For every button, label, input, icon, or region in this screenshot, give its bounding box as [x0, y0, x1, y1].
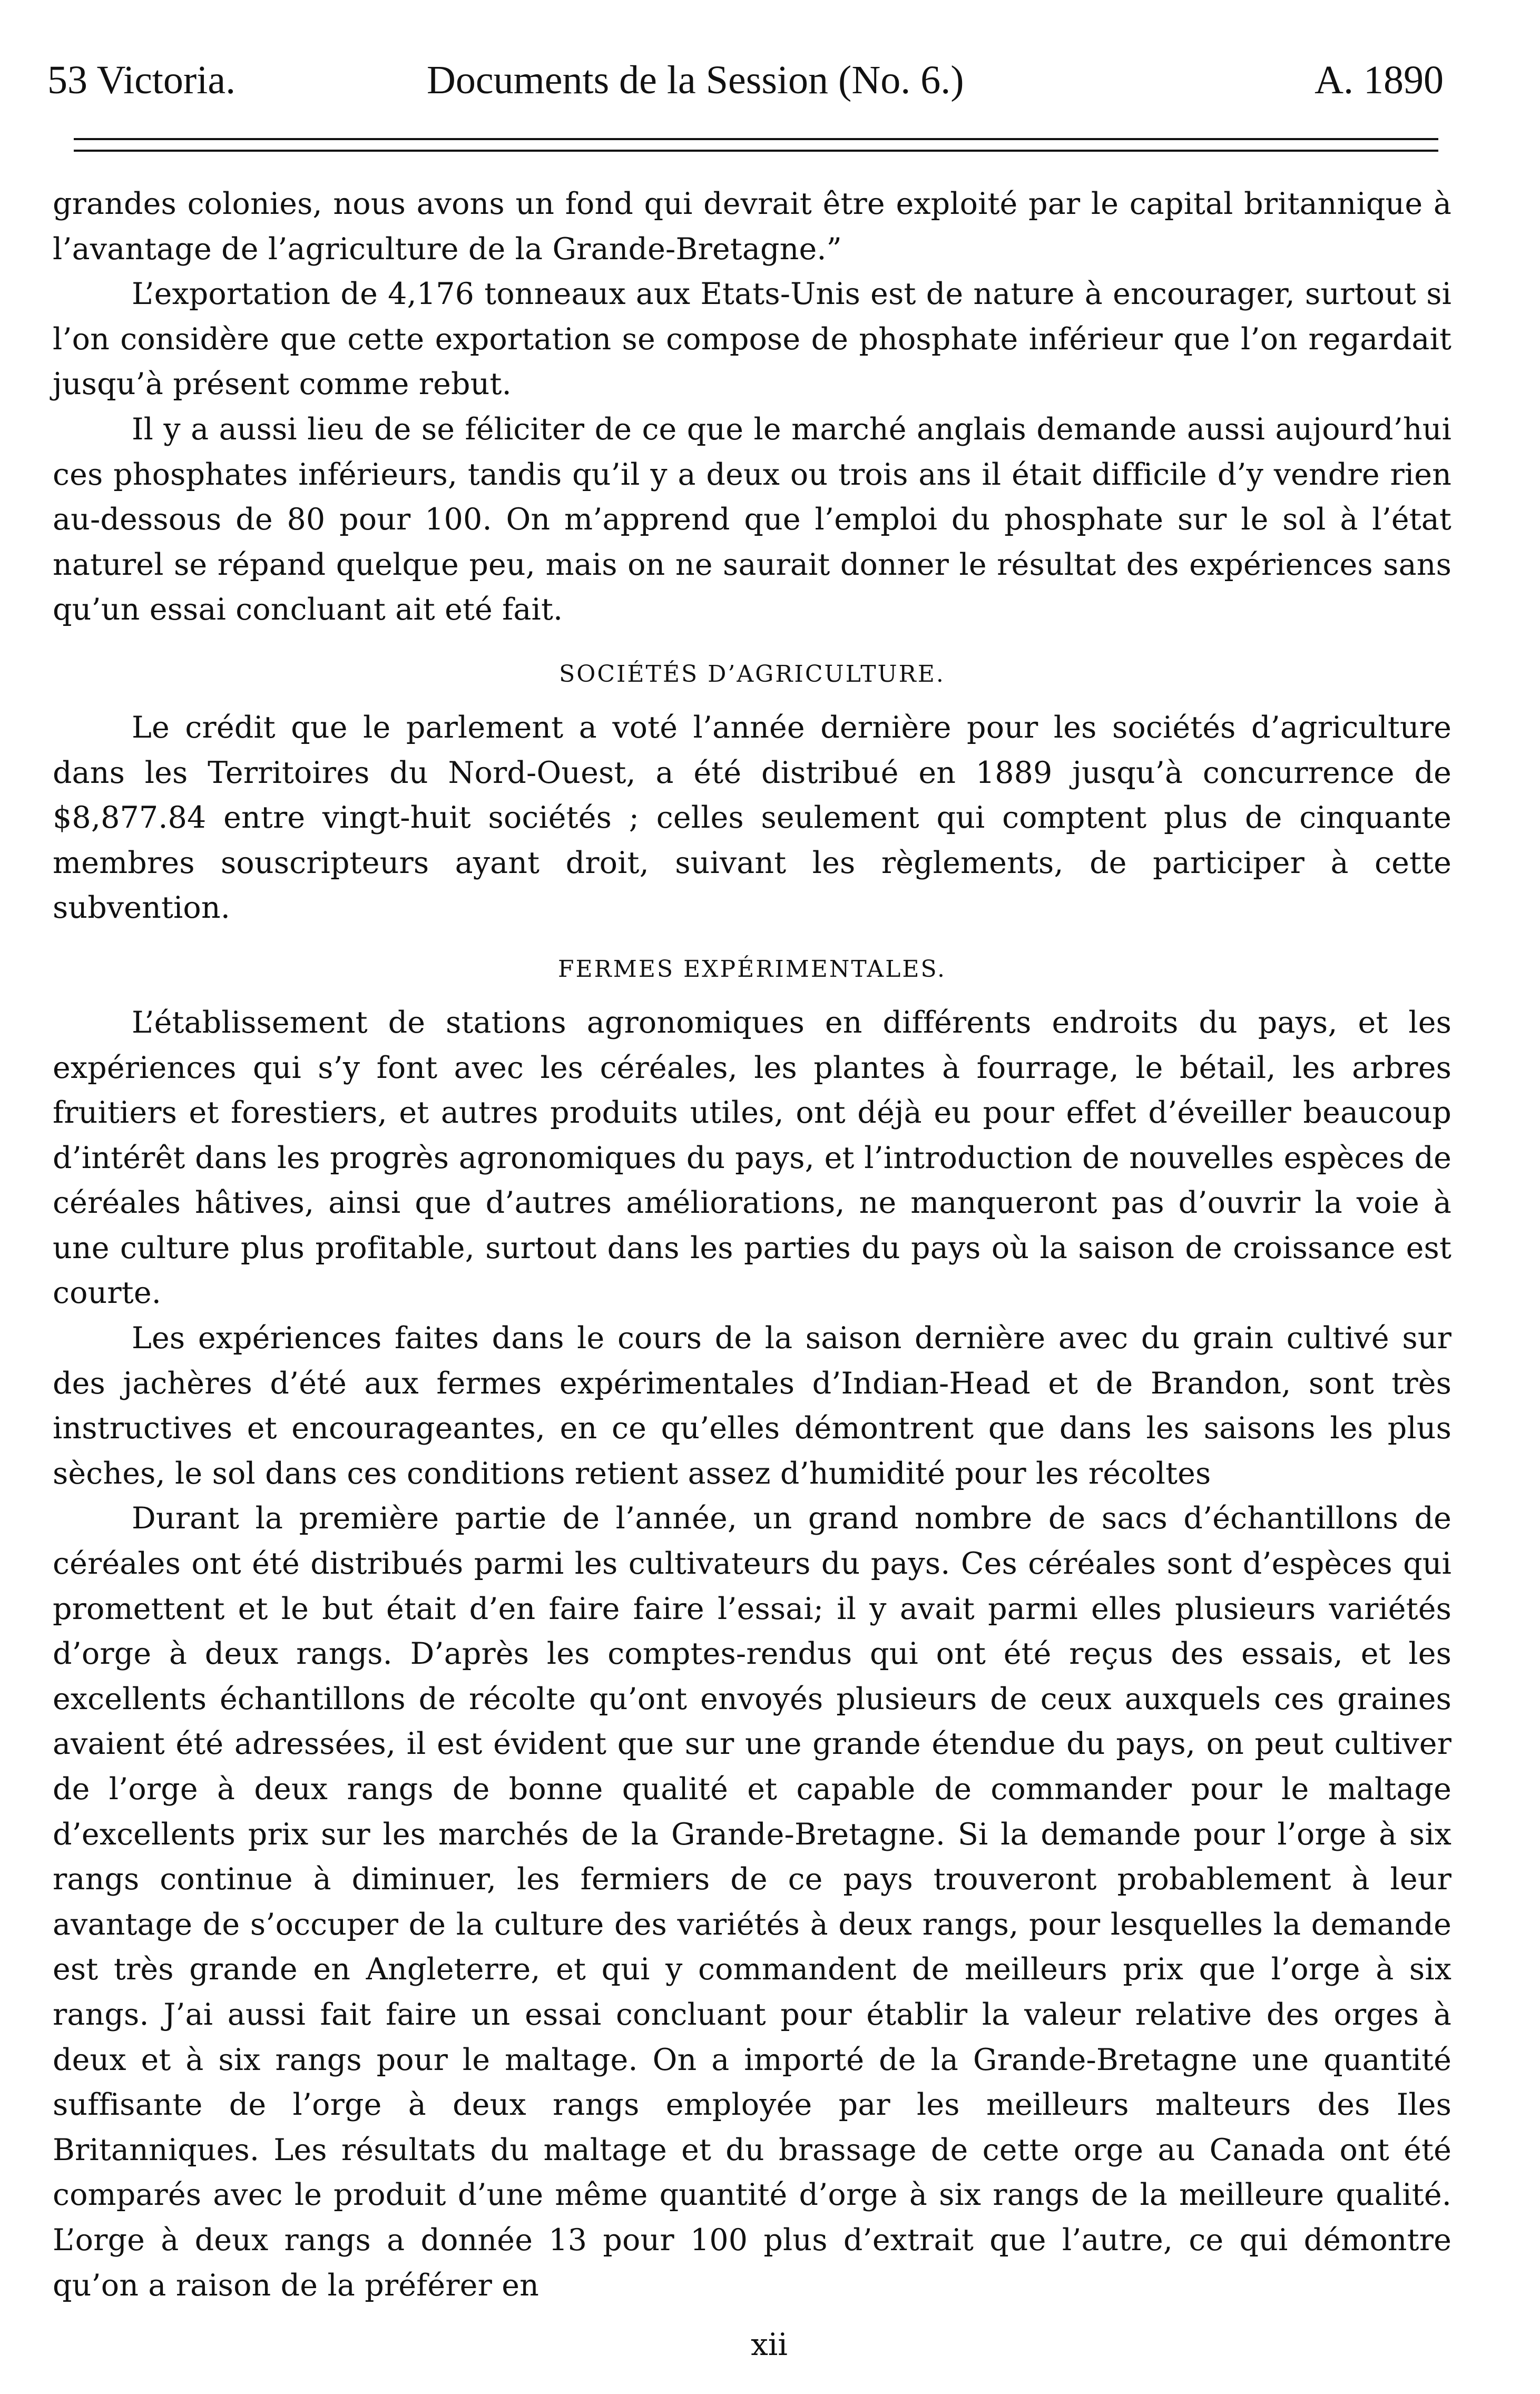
paragraph: Le crédit que le parlement a voté l’année dernière pour les sociétés d’agriculture dans les Territoires du Nord-Ouest, a été distribué en 1889 jusqu’à concurrence de $8,877.84 entre vingt-huit sociétés ; celles seulement qui comptent plus de cinquante membres souscripteurs ayant droit, suivant les règlements, de participer à cette subvention. — [53, 710, 1451, 926]
paragraph: Les expériences faites dans le cours de la saison dernière avec du grain cultivé sur des jachères d’été aux fermes expérimentales d’Indian-Head et de Brandon, sont très instructives et encourageantes, en ce qu’elles démontrent que dans les saisons les plus sèches, le sol dans ces conditions retient assez d’humidité pour les récoltes — [53, 1321, 1451, 1491]
running-head-right: A. 1890 — [1315, 58, 1444, 102]
paragraph: L’exportation de 4,176 tonneaux aux Etats-Unis est de nature à encourager, surtout si l’on considère que cette exportation se compose de phosphate inférieur que l’on regardait jusqu’à présent comme rebut. — [53, 277, 1451, 402]
page-number: xii — [751, 2327, 788, 2362]
section-heading-fermes: FERMES EXPÉRIMENTALES. — [557, 955, 947, 983]
paragraph: L’établissement de stations agronomiques en différents endroits du pays, et les expériences qui s’y font avec les céréales, les plantes à fourrage, le bétail, les arbres fruitiers et forestiers, et autres produits utiles, ont déjà eu pour effet d’éveiller beaucoup d’intérêt dans les progrès agronomiques du pays, et l’introduction de nouvelles espèces de céréales hâtives, ainsi que d’autres améliorations, ne manqueront pas d’ouvrir la voie à une culture plus profitable, surtout dans les parties du pays où la saison de croissance est courte. — [53, 1005, 1451, 1311]
header-rule-bottom — [74, 150, 1438, 152]
header-rule-top — [74, 138, 1438, 140]
running-head — [47, 48, 1444, 112]
running-head-center: Documents de la Session (No. 6.) — [427, 58, 964, 102]
body-text — [53, 182, 1451, 2308]
paragraph: grandes colonies, nous avons un fond qui devrait être exploité par le capital britannique à l’avantage de l’agriculture de la Grande-Bretagne.” — [53, 187, 1451, 267]
running-head-left: 53 Victoria. — [47, 58, 236, 102]
paragraph: Durant la première partie de l’année, un grand nombre de sacs d’échantillons de céréales ont été distribués parmi les cultivateurs du pays. Ces céréales sont d’espèces qui promettent et le but était d’en faire faire l’essai; il y avait parmi elles plusieurs variétés d’orge à deux rangs. D’après les comptes-rendus qui ont été reçus des essais, et les excellents échantillons de récolte qu’ont envoyés plusieurs de ceux auxquels ces graines avaient été adressées, il est évident que sur une grande étendue du pays, on peut cultiver de l’orge à deux rangs de bonne qualité et capable de commander pour le maltage d’excellents prix sur les marchés de la Grande-Bretagne. Si la demande pour l’orge à six rangs continue à diminuer, les fermiers de ce pays trouveront probablement à leur avantage de s’occuper de la culture des variétés à deux rangs, pour lesquelles la demande est très grande en Angleterre, et qui y commandent de meilleurs prix que l’orge à six rangs. J’ai aussi fait faire un essai concluant pour établir la valeur relative des orges à deux et à six rangs pour le maltage. On a importé de la Grande-Bretagne une quantité suffisante de l’orge à deux rangs employée par les meilleurs malteurs des Iles Britanniques. Les résultats du maltage et du brassage de cette orge au Canada ont été comparés avec le produit d’une même quantité d’orge à six rangs de la meilleure qualité. L’orge à deux rangs a donnée 13 pour 100 plus d’extrait que l’autre, ce qui démontre qu’on a raison de la préférer en — [53, 1501, 1451, 2303]
paragraph: Il y a aussi lieu de se féliciter de ce que le marché anglais demande aussi aujourd’hui ces phosphates inférieurs, tandis qu’il y a deux ou trois ans il était difficile d’y vendre rien au-dessous de 80 pour 100. On m’apprend que l’emploi du phosphate sur le sol à l’état naturel se répand quelque peu, mais on ne saurait donner le résultat des expériences sans qu’un essai concluant ait eté fait. — [53, 411, 1451, 627]
section-heading-societes: SOCIÉTÉS D’AGRICULTURE. — [559, 660, 945, 688]
